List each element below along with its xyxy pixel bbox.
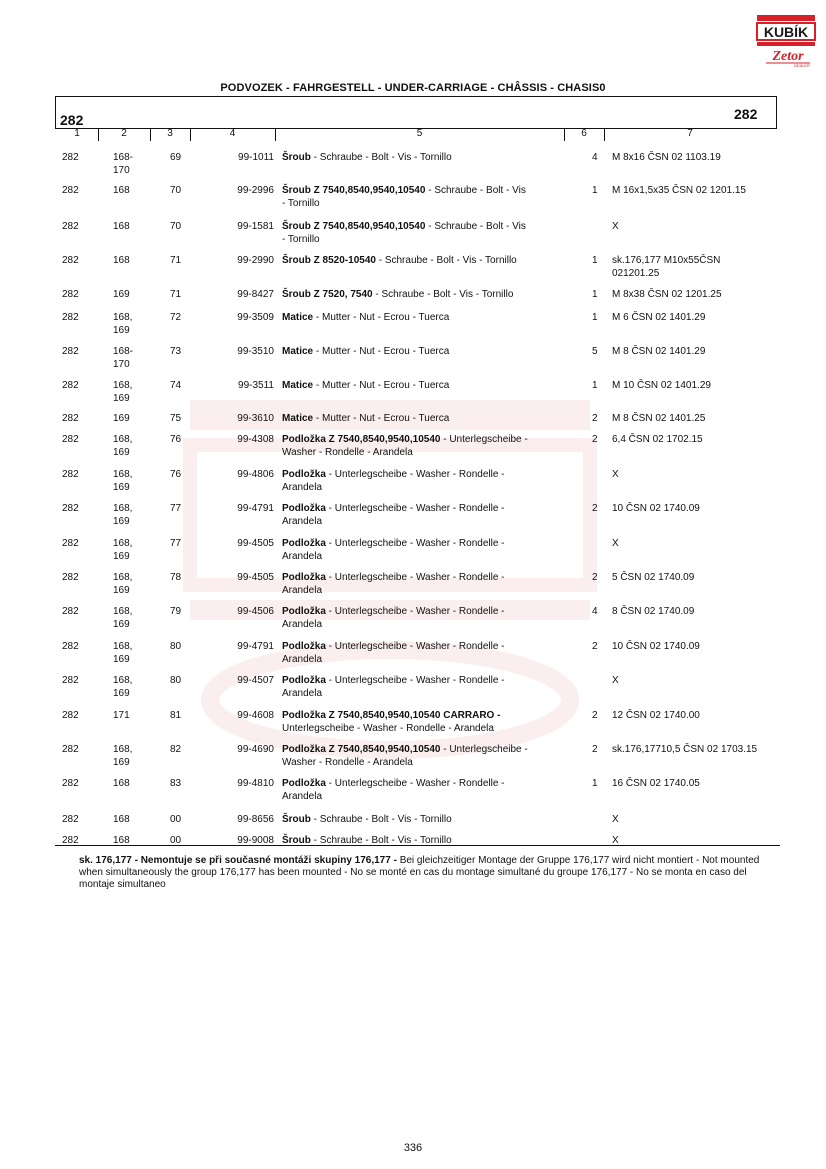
description-text: - Unterlegscheibe - Washer - Rondelle - Arandela — [282, 503, 505, 527]
col-1-group: 282 — [62, 380, 79, 391]
col-3-position: 69 — [170, 152, 182, 163]
description-bold: Matice — [282, 312, 314, 323]
description-text: - Unterlegscheibe - Washer - Rondelle - Arandela — [282, 744, 528, 768]
col-7-spec: 5 ČSN 02 1740.09 — [612, 572, 695, 583]
col-3-position: 76 — [170, 434, 182, 445]
description-bold: Šroub Z 7520, 7540 — [282, 289, 373, 300]
description-bold: Podložka — [282, 778, 326, 789]
description-bold: Podložka — [282, 538, 326, 549]
col-1-group: 282 — [62, 744, 79, 755]
col-6-quantity: 2 — [592, 641, 598, 652]
col-5-description — [282, 220, 572, 246]
column-header-7: 7 — [687, 128, 693, 139]
col-3-position: 00 — [170, 835, 182, 846]
col-5-description — [282, 311, 572, 324]
description-bold: Šroub Z 7540,8540,9540,10540 — [282, 185, 426, 196]
col-2-figure: 168, 169 — [113, 503, 133, 527]
col-6-quantity: 1 — [592, 380, 598, 391]
col-3-position: 77 — [170, 538, 182, 549]
col-2-figure: 168 — [113, 778, 130, 789]
description-bold: Šroub Z 7540,8540,9540,10540 — [282, 221, 426, 232]
col-6-quantity: 2 — [592, 710, 598, 721]
description-text: - Unterlegscheibe - Washer - Rondelle - Arandela — [282, 572, 505, 596]
description-text: Unterlegscheibe - Washer - Rondelle - Arandela — [282, 723, 494, 734]
description-bold: Podložka — [282, 572, 326, 583]
column-header-2: 2 — [121, 128, 127, 139]
col-5-description — [282, 777, 572, 803]
col-6-quantity: 1 — [592, 185, 598, 196]
col-3-position: 74 — [170, 380, 182, 391]
col-7-spec: M 8 ČSN 02 1401.25 — [612, 413, 706, 424]
col-2-figure: 169 — [113, 413, 130, 424]
description-bold: Podložka Z 7540,8540,9540,10540 — [282, 434, 441, 445]
description-bold: Matice — [282, 413, 314, 424]
description-bold: Podložka — [282, 675, 326, 686]
col-7-spec: 10 ČSN 02 1740.09 — [612, 503, 700, 514]
description-text: - Schraube - Bolt - Vis - Tornillo — [372, 289, 514, 300]
col-2-figure: 168- 170 — [113, 346, 134, 370]
col-3-position: 00 — [170, 814, 182, 825]
col-7-spec: M 6 ČSN 02 1401.29 — [612, 312, 706, 323]
col-3-position: 72 — [170, 312, 182, 323]
col-5-description — [282, 151, 572, 164]
col-1-group: 282 — [62, 469, 79, 480]
col-2-figure: 168, 169 — [113, 538, 133, 562]
col-3-position: 76 — [170, 469, 182, 480]
col-2-figure: 168 — [113, 255, 130, 266]
table-bottom-rule — [55, 845, 780, 846]
col-1-group: 282 — [62, 185, 79, 196]
description-bold: Podložka — [282, 469, 326, 480]
col-3-position: 70 — [170, 185, 182, 196]
col-4-part-number: 99-4806 — [237, 469, 274, 480]
col-4-part-number: 99-4608 — [237, 710, 274, 721]
footnote-text: Bei gleichzeitiger Montage der Gruppe 176,177 wird nicht montiert - Not mounted when simultaneously the group 176,177 has been mounted - No se monté en cas du montage simultané du groupe 176,177 - No se monta en caso del montaje simultaneo — [79, 855, 760, 890]
column-header-3: 3 — [167, 128, 173, 139]
col-5-description — [282, 605, 572, 631]
description-text: - Mutter - Nut - Ecrou - Tuerca — [313, 346, 450, 357]
col-1-group: 282 — [62, 814, 79, 825]
description-text: - Unterlegscheibe - Washer - Rondelle - Arandela — [282, 778, 505, 802]
description-bold: Šroub — [282, 814, 311, 825]
col-7-spec: 16 ČSN 02 1740.05 — [612, 778, 700, 789]
col-6-quantity: 1 — [592, 255, 598, 266]
col-5-description — [282, 379, 572, 392]
col-3-position: 81 — [170, 710, 182, 721]
col-4-part-number: 99-4791 — [237, 641, 274, 652]
col-5-description — [282, 433, 572, 459]
col-4-part-number: 99-3510 — [237, 346, 274, 357]
col-4-part-number: 99-3509 — [237, 312, 274, 323]
col-7-spec: 8 ČSN 02 1740.09 — [612, 606, 695, 617]
col-4-part-number: 99-9008 — [237, 835, 274, 846]
col-4-part-number: 99-3610 — [237, 413, 274, 424]
col-6-quantity: 4 — [592, 606, 598, 617]
col-4-part-number: 99-8427 — [237, 289, 274, 300]
col-1-group: 282 — [62, 312, 79, 323]
group-number-left: 282 — [60, 112, 84, 128]
col-7-spec: X — [612, 469, 619, 480]
col-3-position: 80 — [170, 675, 182, 686]
col-5-description — [282, 709, 572, 735]
footnote — [79, 855, 784, 891]
col-3-position: 70 — [170, 221, 182, 232]
col-5-description — [282, 537, 572, 563]
col-3-position: 71 — [170, 255, 182, 266]
description-text: - Mutter - Nut - Ecrou - Tuerca — [313, 413, 450, 424]
col-2-figure: 168, 169 — [113, 312, 133, 336]
col-1-group: 282 — [62, 778, 79, 789]
col-1-group: 282 — [62, 413, 79, 424]
description-text: - Schraube - Bolt - Vis - Tornillo — [375, 255, 517, 266]
group-header-frame — [55, 96, 777, 129]
col-6-quantity: 2 — [592, 503, 598, 514]
col-4-part-number: 99-4791 — [237, 503, 274, 514]
col-6-quantity: 2 — [592, 434, 598, 445]
col-4-part-number: 99-4506 — [237, 606, 274, 617]
col-1-group: 282 — [62, 710, 79, 721]
col-5-description — [282, 640, 572, 666]
col-7-spec: sk.176,177 M10x55ČSN 021201.25 — [612, 255, 721, 279]
description-text: - Mutter - Nut - Ecrou - Tuerca — [313, 312, 450, 323]
col-1-group: 282 — [62, 434, 79, 445]
description-bold: Podložka — [282, 641, 326, 652]
col-2-figure: 168, 169 — [113, 434, 133, 458]
col-3-position: 83 — [170, 778, 182, 789]
col-1-group: 282 — [62, 503, 79, 514]
col-7-spec: sk.176,17710,5 ČSN 02 1703.15 — [612, 744, 758, 755]
col-5-description — [282, 345, 572, 358]
col-5-description — [282, 571, 572, 597]
col-7-spec: X — [612, 835, 619, 846]
description-text: - Unterlegscheibe - Washer - Rondelle - Arandela — [282, 641, 505, 665]
col-4-part-number: 99-4505 — [237, 538, 274, 549]
col-5-description — [282, 502, 572, 528]
col-2-figure: 168, 169 — [113, 606, 133, 630]
col-4-part-number: 99-4505 — [237, 572, 274, 583]
col-3-position: 80 — [170, 641, 182, 652]
description-bold: Šroub Z 8520-10540 — [282, 255, 376, 266]
col-6-quantity: 1 — [592, 312, 598, 323]
col-2-figure: 168, 169 — [113, 744, 133, 768]
description-text: - Unterlegscheibe - Washer - Rondelle - Arandela — [282, 675, 505, 699]
col-2-figure: 168 — [113, 221, 130, 232]
col-4-part-number: 99-2990 — [237, 255, 274, 266]
description-text: - Mutter - Nut - Ecrou - Tuerca — [313, 380, 450, 391]
col-5-description — [282, 288, 572, 301]
col-1-group: 282 — [62, 152, 79, 163]
col-1-group: 282 — [62, 572, 79, 583]
description-bold: Šroub — [282, 152, 311, 163]
col-5-description — [282, 674, 572, 700]
col-7-spec: X — [612, 814, 619, 825]
description-text: - Schraube - Bolt - Vis - Tornillo — [310, 814, 452, 825]
col-5-description — [282, 743, 572, 769]
col-5-description — [282, 468, 572, 494]
logo-brand-bottom: Zetor — [772, 49, 804, 64]
col-7-spec: M 10 ČSN 02 1401.29 — [612, 380, 711, 391]
col-7-spec: 6,4 ČSN 02 1702.15 — [612, 434, 703, 445]
col-5-description — [282, 813, 572, 826]
description-text: - Schraube - Bolt - Vis - Tornillo — [282, 221, 526, 245]
col-2-figure: 168- 170 — [113, 152, 134, 176]
page-title: PODVOZEK - FAHRGESTELL - UNDER-CARRIAGE - CHÂSSIS - CHASIS0 — [220, 82, 606, 94]
col-6-quantity: 5 — [592, 346, 598, 357]
col-4-part-number: 99-2996 — [237, 185, 274, 196]
col-7-spec: M 16x1,5x35 ČSN 02 1201.15 — [612, 185, 746, 196]
description-text: - Schraube - Bolt - Vis - Tornillo — [282, 185, 526, 209]
col-2-figure: 169 — [113, 289, 130, 300]
col-6-quantity: 2 — [592, 413, 598, 424]
col-6-quantity: 4 — [592, 152, 598, 163]
col-6-quantity: 1 — [592, 289, 598, 300]
description-text: - Unterlegscheibe - Washer - Rondelle - Arandela — [282, 538, 505, 562]
logo-sub: DEALER — [793, 63, 811, 68]
col-3-position: 82 — [170, 744, 182, 755]
col-1-group: 282 — [62, 255, 79, 266]
col-3-position: 77 — [170, 503, 182, 514]
col-7-spec: M 8x16 ČSN 02 1103.19 — [612, 152, 721, 163]
col-2-figure: 168 — [113, 814, 130, 825]
col-7-spec: X — [612, 221, 619, 232]
col-7-spec: X — [612, 675, 619, 686]
col-5-description — [282, 184, 572, 210]
col-1-group: 282 — [62, 606, 79, 617]
description-text: - Unterlegscheibe - Washer - Rondelle - Arandela — [282, 606, 505, 630]
col-6-quantity: 2 — [592, 744, 598, 755]
page-number: 336 — [403, 1142, 423, 1154]
description-bold: Matice — [282, 346, 314, 357]
col-3-position: 79 — [170, 606, 182, 617]
column-header-5: 5 — [416, 128, 423, 139]
col-1-group: 282 — [62, 538, 79, 549]
col-4-part-number: 99-1011 — [238, 152, 274, 163]
col-1-group: 282 — [62, 221, 79, 232]
col-3-position: 78 — [170, 572, 182, 583]
col-3-position: 71 — [170, 289, 182, 300]
col-2-figure: 168 — [113, 185, 130, 196]
col-2-figure: 168, 169 — [113, 380, 133, 404]
col-2-figure: 168 — [113, 835, 130, 846]
col-4-part-number: 99-8656 — [237, 814, 274, 825]
col-2-figure: 168, 169 — [113, 675, 133, 699]
description-text: - Unterlegscheibe - Washer - Rondelle - Arandela — [282, 434, 528, 458]
description-bold: Podložka — [282, 606, 326, 617]
column-header-1: 1 — [74, 128, 80, 139]
column-header-6: 6 — [581, 128, 587, 139]
group-number-right: 282 — [734, 106, 758, 122]
col-1-group: 282 — [62, 835, 79, 846]
col-4-part-number: 99-4507 — [237, 675, 274, 686]
description-bold: Podložka Z 7540,8540,9540,10540 CARRARO - — [282, 710, 501, 721]
col-4-part-number: 99-4308 — [237, 434, 274, 445]
col-6-quantity: 2 — [592, 572, 598, 583]
col-5-description — [282, 254, 572, 267]
description-bold: Podložka — [282, 503, 326, 514]
col-7-spec: M 8 ČSN 02 1401.29 — [612, 346, 706, 357]
col-1-group: 282 — [62, 675, 79, 686]
col-1-group: 282 — [62, 346, 79, 357]
col-1-group: 282 — [62, 641, 79, 652]
description-text: - Schraube - Bolt - Vis - Tornillo — [310, 835, 452, 846]
col-6-quantity: 1 — [592, 778, 598, 789]
col-2-figure: 168, 169 — [113, 572, 133, 596]
col-7-spec: X — [612, 538, 619, 549]
col-4-part-number: 99-4810 — [237, 778, 274, 789]
col-2-figure: 168, 169 — [113, 641, 133, 665]
col-7-spec: M 8x38 ČSN 02 1201.25 — [612, 289, 722, 300]
column-header-4: 4 — [229, 128, 236, 139]
description-text: - Schraube - Bolt - Vis - Tornillo — [310, 152, 452, 163]
col-2-figure: 168, 169 — [113, 469, 133, 493]
col-7-spec: 10 ČSN 02 1740.09 — [612, 641, 700, 652]
col-4-part-number: 99-4690 — [237, 744, 274, 755]
kubik-zetor-logo — [756, 14, 816, 68]
description-text: - Unterlegscheibe - Washer - Rondelle - Arandela — [282, 469, 505, 493]
col-1-group: 282 — [62, 289, 79, 300]
description-bold: Matice — [282, 380, 314, 391]
col-4-part-number: 99-3511 — [238, 380, 274, 391]
col-4-part-number: 99-1581 — [237, 221, 274, 232]
footnote-bold: sk. 176,177 - Nemontuje se při současné montáži skupiny 176,177 - — [79, 855, 397, 866]
col-3-position: 73 — [170, 346, 182, 357]
description-bold: Šroub — [282, 835, 311, 846]
logo-brand-top: KUBÍK — [763, 24, 809, 40]
col-3-position: 75 — [170, 413, 182, 424]
col-7-spec: 12 ČSN 02 1740.00 — [612, 710, 700, 721]
col-2-figure: 171 — [113, 710, 130, 721]
description-bold: Podložka Z 7540,8540,9540,10540 — [282, 744, 441, 755]
col-5-description — [282, 412, 572, 425]
